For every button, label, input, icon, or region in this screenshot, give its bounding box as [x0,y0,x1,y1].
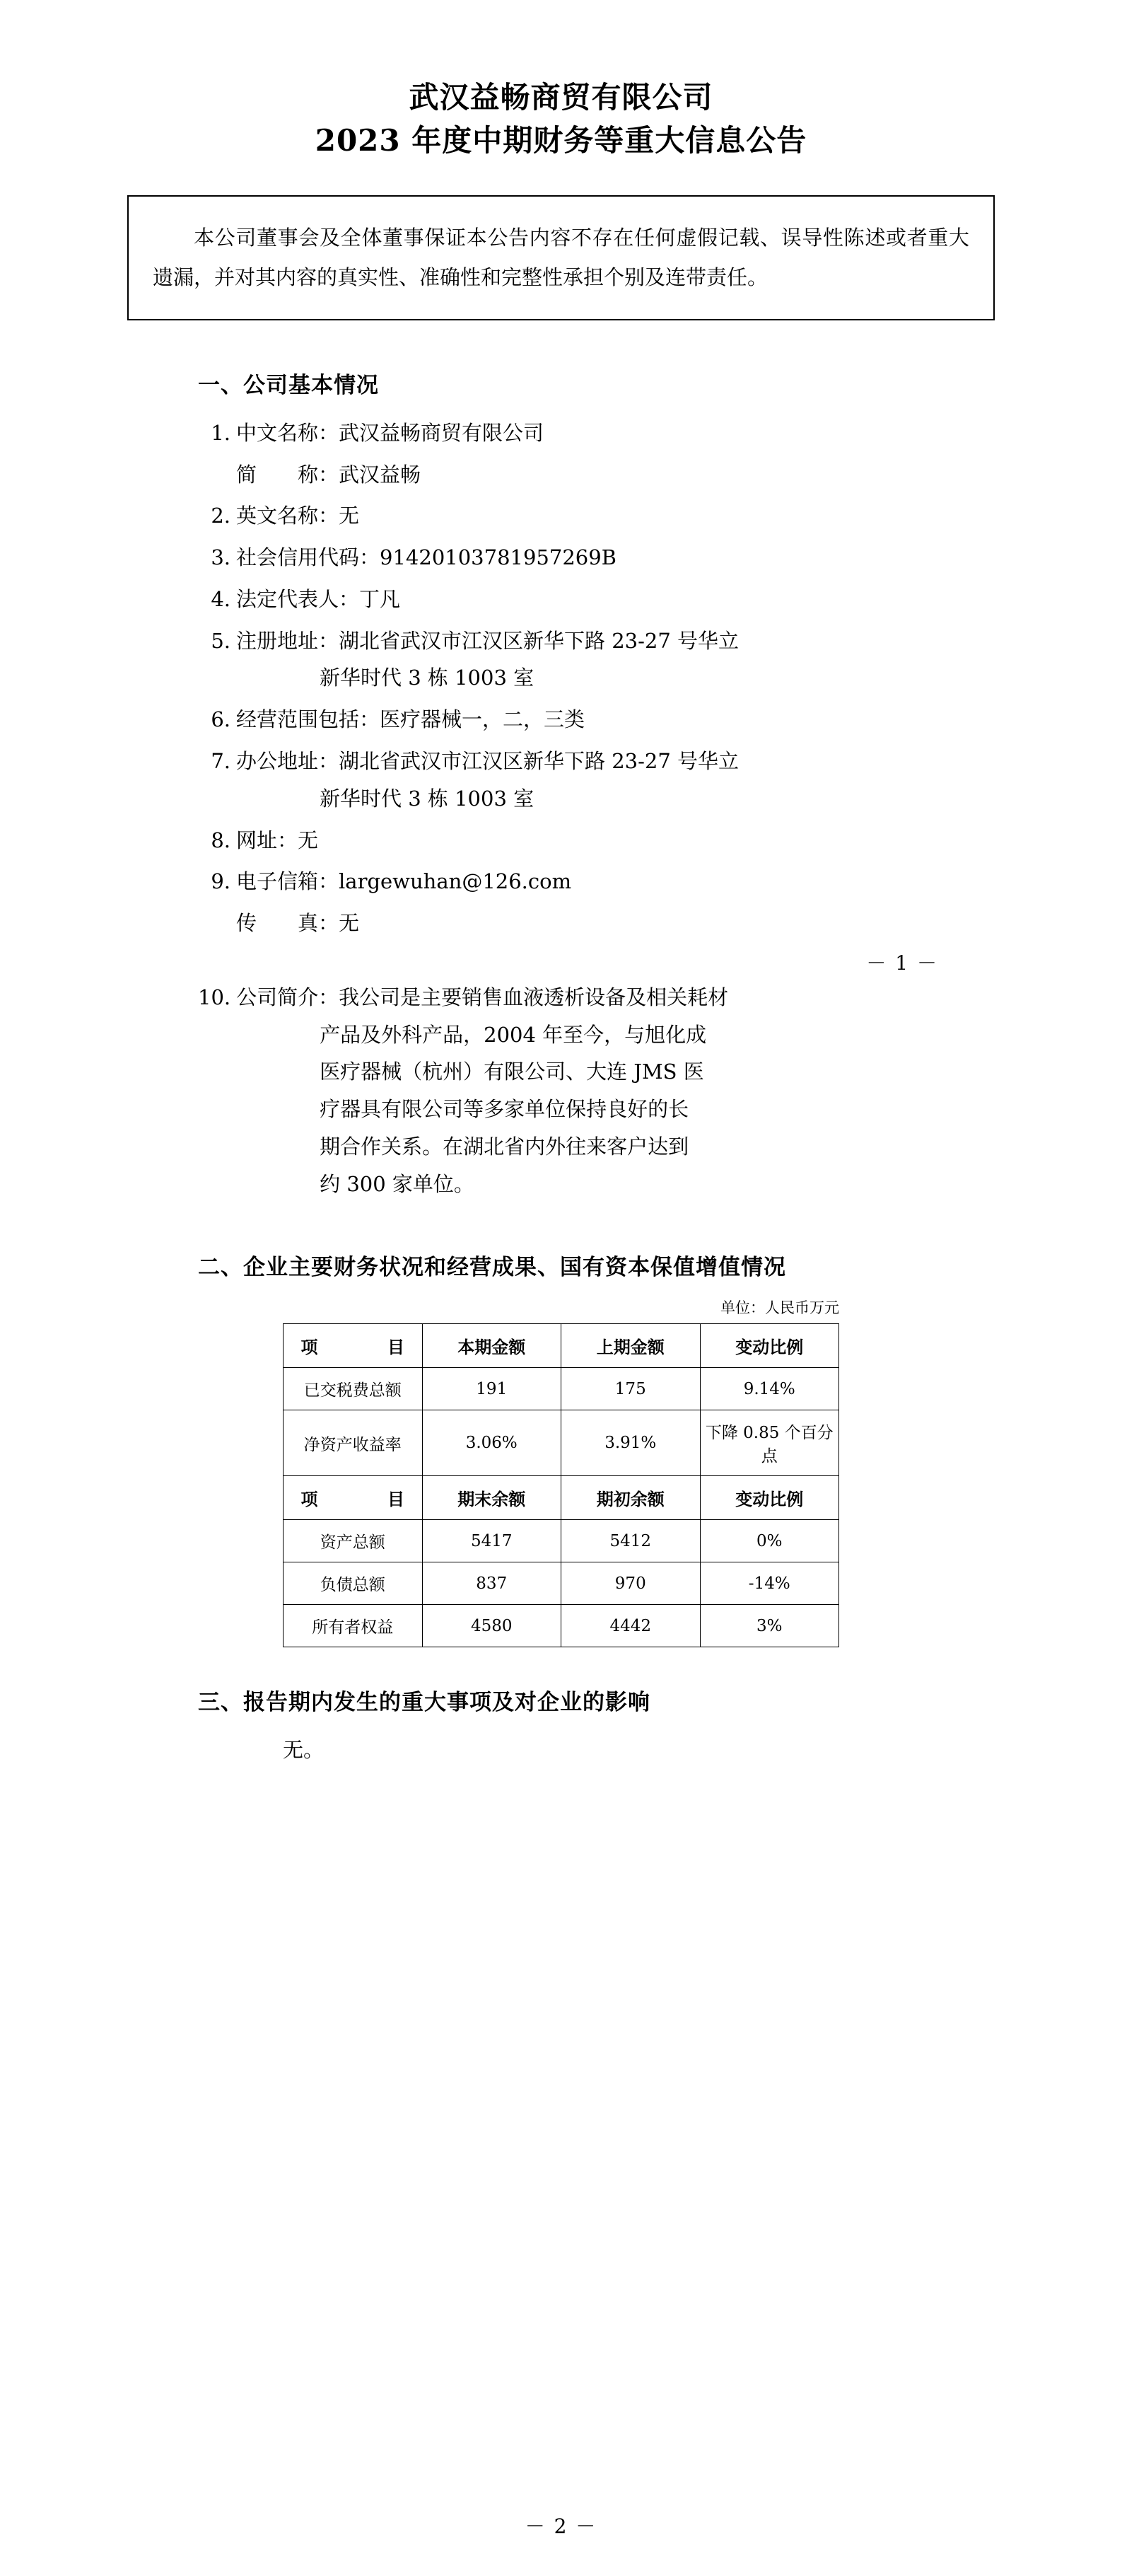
col-header-change: 变动比例 [700,1476,839,1520]
board-statement-box [127,195,995,320]
cell-value: 5412 [561,1520,701,1562]
table-row [284,1520,839,1562]
item-label: 简 称： [236,462,339,487]
col-header-item: 项 目 [284,1476,423,1520]
section-three-body: 无。 [283,1738,325,1763]
list-item [120,863,1002,900]
list-item [120,497,1002,535]
item-value: 湖北省武汉市江汉区新华下路 23-27 号华立 [339,749,740,773]
table-header-row [284,1324,839,1368]
item-body [236,905,1002,942]
col-header-ending: 期末余额 [422,1476,561,1520]
board-statement-text: 本公司董事会及全体董事保证本公告内容不存在任何虚假记载、误导性陈述或者重大遗漏，并对其内容的真实性、准确性和完整性承担个别及连带责任。 [153,225,969,290]
profile-line-5: 期合作关系。在湖北省内外往来客户达到 [320,1134,689,1159]
cell-value: 0% [700,1520,839,1562]
cell-label: 已交税费总额 [284,1368,423,1410]
table-row [284,1410,839,1476]
list-item [120,743,1002,818]
profile-line-6: 约 300 家单位。 [320,1171,474,1196]
item-number: 4. [211,586,230,611]
item-value-continued: 新华时代 3 栋 1003 室 [320,786,534,811]
item-number: 8. [211,828,230,852]
col-header-previous: 上期金额 [561,1324,701,1368]
cell-value: 下降 0.85 个百分点 [700,1410,839,1476]
list-item [120,979,1002,1203]
cell-value: 5417 [422,1520,561,1562]
financial-table [283,1323,839,1647]
cell-value: 970 [561,1562,701,1605]
item-body [236,822,1002,859]
item-label: 网址： [236,828,298,852]
item-value: 无 [298,828,319,852]
cell-value: 9.14% [700,1368,839,1410]
item-number: 10. [198,985,231,1009]
item-label: 社会信用代码： [236,545,380,570]
list-item [120,622,1002,697]
list-item [120,414,1002,452]
item-number: 9. [211,869,230,894]
item-value: 91420103781957269B [380,545,616,570]
item-value: 湖北省武汉市江汉区新华下路 23-27 号华立 [339,628,740,653]
profile-line-2: 产品及外科产品，2004 年至今，与旭化成 [320,1022,707,1047]
item-value: largewuhan@126.com [339,869,572,894]
item-label: 英文名称： [236,504,339,528]
list-item [120,539,1002,576]
item-label: 公司简介： [236,985,339,1009]
profile-line-4: 疗器具有限公司等多家单位保持良好的长 [320,1097,689,1122]
profile-line-3: 医疗器械（杭州）有限公司、大连 JMS 医 [320,1060,704,1084]
title-line-2: 2023 年度中期财务等重大信息公告 [315,122,807,158]
col-header-item: 项 目 [284,1324,423,1368]
item-label: 办公地址： [236,749,339,773]
list-item [120,456,1002,494]
item-label: 法定代表人： [236,586,360,611]
page-title [120,76,1002,163]
cell-value: 4442 [561,1605,701,1647]
item-label: 经营范围包括： [236,707,380,732]
item-body [236,456,1002,494]
table-row [284,1562,839,1605]
item-number: 2. [211,504,230,528]
page-number-second: － 2 － [525,2514,597,2538]
cell-label: 净资产收益率 [284,1410,423,1476]
table-row [284,1368,839,1410]
list-item [120,581,1002,618]
profile-line-1: 我公司是主要销售血液透析设备及相关耗材 [339,985,729,1009]
col-header-beginning: 期初余额 [561,1476,701,1520]
company-profile-list [120,979,1002,1203]
item-number: 5. [211,628,230,653]
item-number: 3. [211,545,230,570]
cell-value: 191 [422,1368,561,1410]
item-body [236,414,1002,452]
cell-value: 175 [561,1368,701,1410]
item-number: 6. [211,707,230,732]
item-label: 电子信箱： [236,869,339,894]
item-label: 注册地址： [236,628,339,653]
cell-label: 负债总额 [284,1562,423,1605]
item-value: 武汉益畅商贸有限公司 [339,420,544,445]
table-unit-label: 单位：人民币万元 [720,1299,839,1317]
title-line-1: 武汉益畅商贸有限公司 [409,80,713,115]
page-number-first: － 1 － [866,951,938,975]
cell-value: 837 [422,1562,561,1605]
item-label: 中文名称： [236,420,339,445]
item-number: 1. [211,420,230,445]
item-value-continued: 新华时代 3 栋 1003 室 [320,666,534,690]
item-body [236,979,1002,1203]
item-body [236,581,1002,618]
item-label: 传 真： [236,911,339,936]
item-body [236,622,1002,697]
cell-value: 3% [700,1605,839,1647]
section-heading-two: 二、企业主要财务状况和经营成果、国有资本保值增值情况 [198,1255,786,1281]
item-value: 武汉益畅 [339,462,421,487]
item-body [236,863,1002,900]
table-row [284,1605,839,1647]
cell-value: -14% [700,1562,839,1605]
col-header-change: 变动比例 [700,1324,839,1368]
cell-value: 3.91% [561,1410,701,1476]
item-number: 7. [211,749,230,773]
list-item [120,905,1002,942]
item-body [236,701,1002,738]
item-body [236,497,1002,535]
list-item [120,822,1002,859]
item-value: 无 [339,911,360,936]
basic-info-list [120,414,1002,942]
item-value: 医疗器械一，二，三类 [380,707,585,732]
section-heading-three: 三、报告期内发生的重大事项及对企业的影响 [198,1690,650,1716]
item-value: 无 [339,504,360,528]
item-body [236,539,1002,576]
item-value: 丁凡 [359,586,401,611]
financial-table-wrap [120,1296,1002,1647]
section-heading-one: 一、公司基本情况 [198,372,379,398]
cell-value: 4580 [422,1605,561,1647]
cell-value: 3.06% [422,1410,561,1476]
list-item [120,701,1002,738]
table-header-row [284,1476,839,1520]
col-header-current: 本期金额 [422,1324,561,1368]
cell-label: 资产总额 [284,1520,423,1562]
item-body [236,743,1002,818]
cell-label: 所有者权益 [284,1605,423,1647]
